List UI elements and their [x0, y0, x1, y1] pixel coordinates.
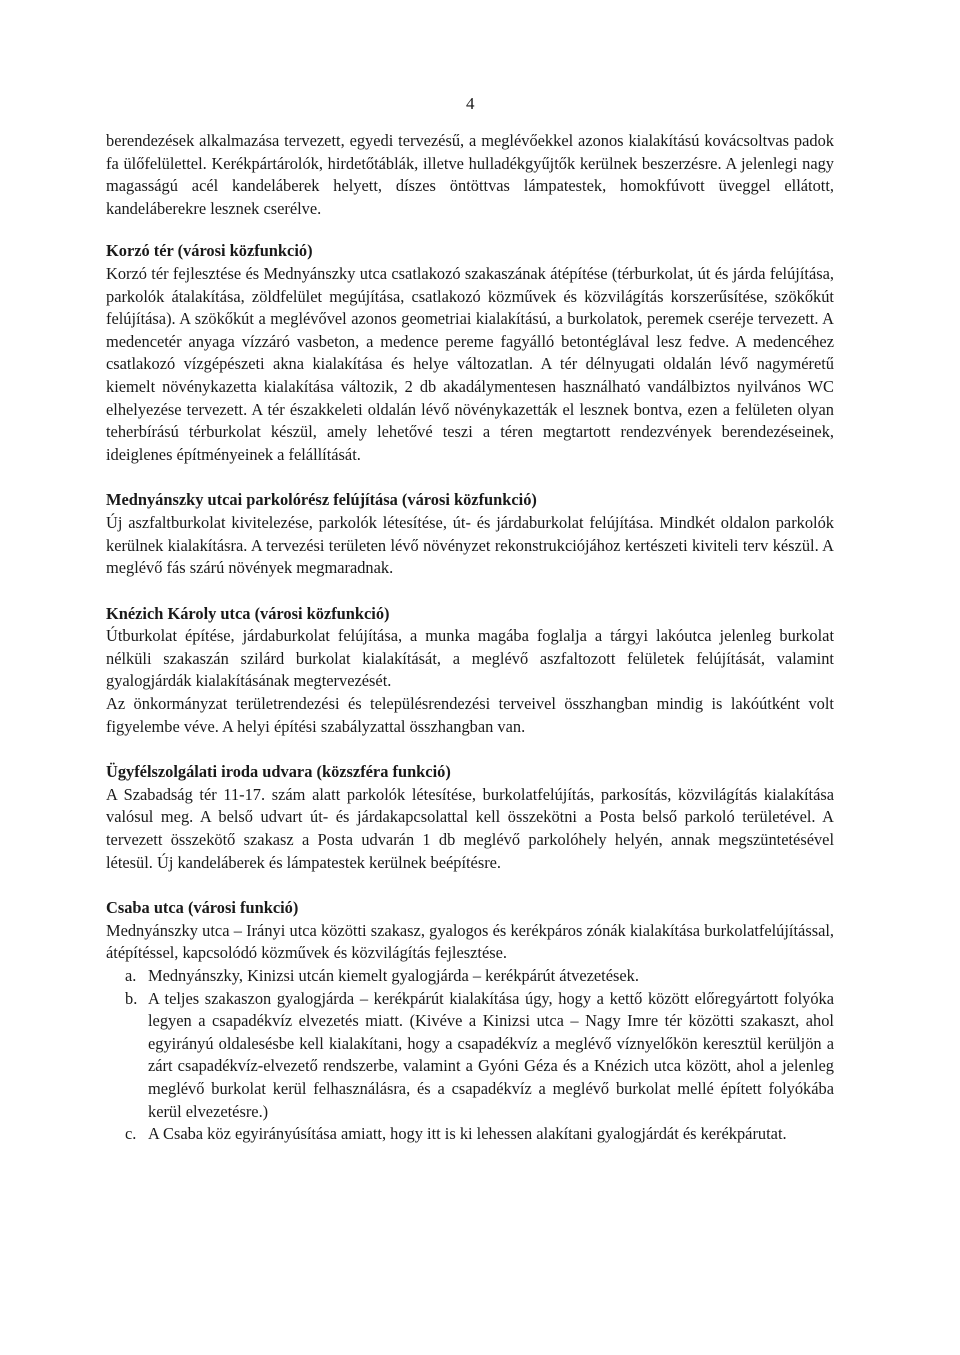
list-item [106, 965, 834, 988]
section-paragraph: Új aszfaltburkolat kivitelezése, parkolók létesítése, út- és járdaburkolat felújítása. Mindkét oldalon parkolók kerülnek kialakításra. A tervezési területen lévő növényzet rekonstrukciójához kertészeti kiviteli terv készül. A meglévő fás szárú növények megmaradnak. [106, 512, 834, 578]
section-heading: Knézich Károly utca (városi közfunkció) [106, 603, 390, 623]
list-item-text: A Csaba köz egyirányúsítása amiatt, hogy itt is ki lehessen alakítani gyalogjárdát és kerékpárutat. [148, 1124, 787, 1144]
page-number: 4 [466, 94, 475, 113]
section-heading: Korzó tér (városi közfunkció) [106, 241, 313, 261]
list-item-text: A teljes szakaszon gyalogjárda – kerékpárút kialakítása úgy, hogy a kettő között előregyártott folyóka legyen a csapadékvíz elvezetés miatt. (Kivéve a Kinizsi utca – Nagy Imre tér közötti szakaszt, ahol egyirányú oldalesésbe kell kialakítani, hogy a csapadékvíz a meglévő víznyelőkön keresztül kerüljön a zárt csapadékvíz-elvezető rendszerbe, valamint a Gyóni Géza és a Knézich utca között, ahol a jelenleg meglévő burkolat kerül felhasználásra, és a csapadékvíz a meglévő burkolat mellé épített folyókába kerül elvezetésre.) [148, 988, 834, 1121]
section-csaba-utca [106, 897, 834, 1146]
document-body [106, 130, 834, 1146]
list-item [106, 988, 834, 1124]
section-mednyanszky-parkolo [106, 489, 834, 579]
list-marker: c. [125, 1124, 137, 1144]
section-heading: Mednyánszky utcai parkolórész felújítása (városi közfunkció) [106, 490, 537, 510]
list-marker: a. [125, 966, 137, 985]
section-paragraph: Korzó tér fejlesztése és Mednyánszky utca csatlakozó szakaszának átépítése (térburkolat, út és járda felújítása, parkolók átalakítása, zöldfelület megújítása, csatlakozó közművek és közvilágítás korszerűsítése, szökőkút felújítása). A szökőkút a meglévővel azonos geometriai kialakítású, a burkolatok, peremek cseréje tervezett. A medencetér anyaga vízzáró vasbeton, a medence pereme fagyálló betontéglával lesz fedve. A medencéhez csatlakozó vízgépészeti akna kialakítása és helye változatlan. A tér délnyugati oldalán lévő nagyméretű kiemelt növénykazetta kialakítása változik, 2 db akadálymentesen használható vandálbiztos nyilvános WC elhelyezése tervezett. A tér északkeleti oldalán lévő növénykazetták el lesznek bontva, ezen a felületen olyan teherbírású térburkolat készül, amely lehetővé teszi a téren megtartott rendezvények berendezéseinek, ideiglenes építményeinek a felállítását. [106, 263, 834, 464]
section-knezich-utca [106, 603, 834, 739]
list-marker: b. [125, 988, 138, 1008]
section-korzo-ter [106, 240, 834, 466]
list-item-text: Mednyánszky, Kinizsi utcán kiemelt gyalogjárda – kerékpárút átvezetések. [148, 966, 639, 985]
section-heading: Ügyfélszolgálati iroda udvara (közszféra funkció) [106, 762, 451, 782]
section-paragraph: Mednyánszky utca – Irányi utca közötti szakasz, gyalogos és kerékpáros zónák kialakítása burkolatfelújítással, átépítéssel, kapcsolódó közművek és közvilágítás fejlesztése. [106, 920, 834, 963]
section-heading: Csaba utca (városi funkció) [106, 898, 299, 918]
list-item [106, 1123, 834, 1146]
ordered-list [106, 965, 834, 1146]
section-paragraph: Útburkolat építése, járdaburkolat felújítása, a munka magába foglalja a tárgyi lakóutca jelenleg burkolat nélküli szakaszán szilárd burkolat kialakítását, a meglévő aszfaltozott felületek felújítását, valamint gyalogjárdák kialakításának megtervezését. [106, 626, 834, 691]
intro-paragraph: berendezések alkalmazása tervezett, egyedi tervezésű, a meglévőekkel azonos kialakítású kovácsoltvas padok fa ülőfelülettel. Kerékpártárolók, hirdetőtáblák, illetve hulladékgyűjtők kerülnek beszerzésre. A jelenlegi nagy magasságú acél kandeláberek helyett, díszes öntöttvas lámpatestek, homokfúvott üveggel ellátott, kandeláberekre lesznek cserélve. [106, 131, 834, 218]
section-paragraph: Az önkormányzat területrendezési és településrendezési terveivel összhangban mindig is lakóútként volt figyelembe véve. A helyi építési szabályzattal összhangban van. [106, 694, 834, 736]
section-paragraph: A Szabadság tér 11-17. szám alatt parkolók létesítése, burkolatfelújítás, parkosítás, közvilágítás kialakítása valósul meg. A belső udvart út- és járdakapcsolattal kell összekötni a Posta belső parkoló területével. A tervezett összekötő szakasz a Posta udvarán 1 db meglévő parkolóhely helyén, annak megszüntetésével létesül. Új kandeláberek és lámpatestek kerülnek beépítésre. [106, 784, 834, 872]
section-ugyfelszolgalat [106, 761, 834, 874]
